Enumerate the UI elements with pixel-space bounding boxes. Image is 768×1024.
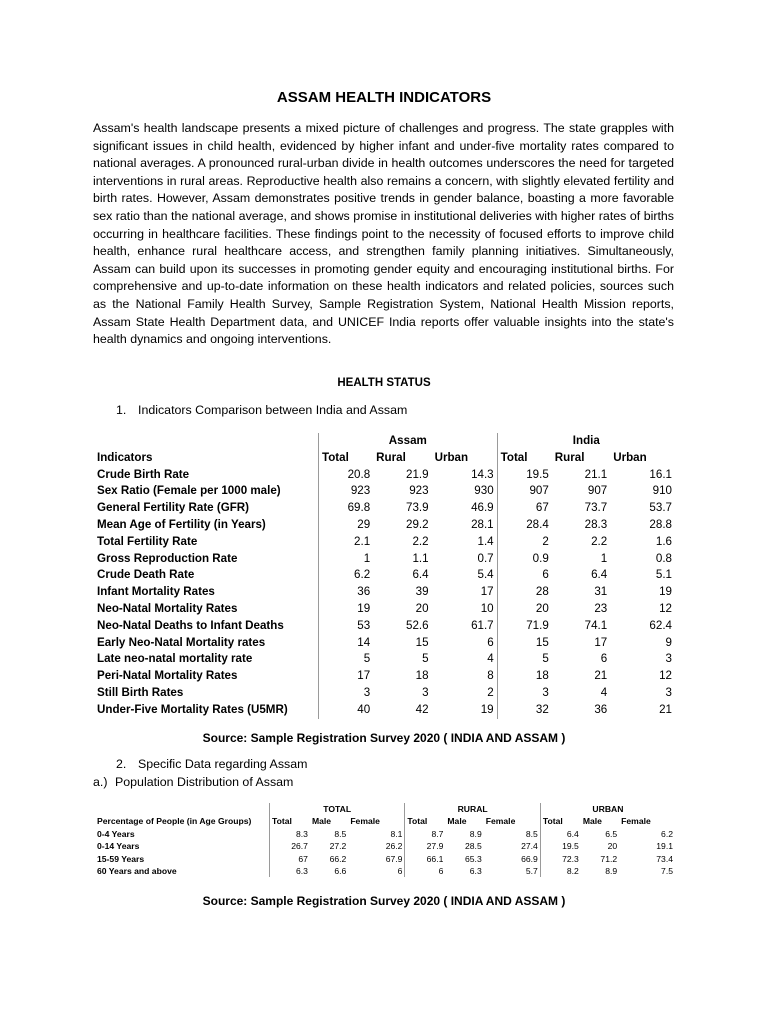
row-label: Neo-Natal Deaths to Infant Deaths: [97, 618, 284, 632]
table-cell: 67.9: [385, 853, 403, 864]
table-cell: 6: [497, 567, 552, 584]
table-cell: 6.2: [319, 567, 374, 584]
column-header: Indicators: [97, 450, 153, 464]
table-header-row: [95, 815, 675, 827]
table-cell: 66.9: [521, 853, 538, 864]
table-row: [94, 551, 675, 568]
column-header: Female: [621, 816, 651, 827]
table-header-row: [94, 450, 675, 467]
table-cell: 6.4: [591, 568, 608, 582]
table-row: [94, 618, 675, 635]
table-cell: 28.8: [649, 517, 672, 531]
table-cell: 29.2: [406, 517, 429, 531]
table-cell: 4: [487, 652, 494, 666]
table-cell: 19.1: [656, 841, 673, 852]
table-cell: 67: [497, 500, 552, 517]
table-cell: 17: [480, 585, 494, 599]
table-cell: 52.6: [406, 618, 429, 632]
row-label: Gross Reproduction Rate: [97, 551, 238, 565]
column-header: Female: [485, 816, 516, 827]
list-number: a.): [93, 775, 108, 789]
row-label: Early Neo-Natal Mortality rates: [97, 635, 266, 649]
table-cell: 19.5: [497, 467, 552, 484]
table-cell: 6.4: [412, 568, 429, 582]
list-number: 1.: [116, 403, 127, 417]
table-cell: 21: [594, 669, 608, 683]
row-label: Peri-Natal Mortality Rates: [97, 669, 238, 683]
table-cell: 15: [497, 635, 552, 652]
table-row: [94, 685, 675, 702]
table-cell: 28: [497, 584, 552, 601]
table-cell: 18: [415, 669, 429, 683]
group-header-india: India: [497, 433, 675, 450]
table-cell: 66.2: [329, 853, 347, 864]
table-cell: 8.5: [334, 828, 347, 839]
table-row: [95, 853, 675, 865]
table-cell: 6.6: [334, 866, 347, 877]
table-row: [94, 517, 675, 534]
table-row: [94, 584, 675, 601]
table-cell: 20.8: [319, 467, 374, 484]
list-item-2: [116, 757, 307, 771]
section-heading: HEALTH STATUS: [337, 377, 431, 389]
table-cell: 28.1: [471, 517, 494, 531]
table-cell: 3: [422, 685, 429, 699]
table-cell: 27.2: [329, 841, 347, 852]
column-header: Total: [270, 815, 310, 827]
table-cell: 69.8: [319, 500, 374, 517]
table-cell: 73.7: [584, 501, 608, 515]
table-cell: 923: [409, 484, 429, 498]
table-cell: 42: [415, 702, 429, 716]
table-cell: 5.4: [477, 568, 494, 582]
table-cell: 8.5: [525, 828, 538, 839]
table-cell: 46.9: [471, 501, 494, 515]
table-cell: 61.7: [471, 618, 494, 632]
column-header: Male: [311, 816, 332, 827]
table-cell: 907: [587, 484, 608, 498]
group-header-total: TOTAL: [270, 803, 405, 815]
table-cell: 14: [319, 635, 374, 652]
table-cell: 21.9: [406, 467, 429, 481]
table-cell: 2.1: [319, 534, 374, 551]
table-cell: 0.9: [497, 551, 552, 568]
column-header: Rural: [554, 450, 585, 464]
table-cell: 19.5: [540, 840, 580, 852]
table-cell: 1.6: [655, 534, 672, 548]
table-cell: 5.1: [655, 568, 672, 582]
table-cell: 19: [480, 702, 494, 716]
table-cell: 8.3: [270, 828, 310, 840]
intro-paragraph: Assam's health landscape presents a mixed picture of challenges and progress. The state grapples with significant issues in child health, evidenced by higher infant and under-five mortality rates compared to national averages. A pronounced rural-urban divide in health outcomes underscores the need for targeted interventions in rural areas. Reproductive health also remains a concern, with slightly elevated fertility and birth rates. However, Assam demonstrates positive trends in gender balance, boasting a more favorable sex ratio than the national average, and shows promise in institutional deliveries with higher rates of births occurring in healthcare facilities. These findings point to the necessity of focused efforts to improve child health, enhance rural healthcare access, and strengthen family planning initiatives. Simultaneously, Assam can build upon its successes in promoting gender equity and encouraging institutional births. For comprehensive and up-to-date information on these health indicators and related policies, sources such as the National Family Health Survey, Sample Registration System, National Health Mission reports, Assam State Health Department data, and UNICEF India reports offer valuable insights into the state's health dynamics and ongoing interventions.: [93, 121, 674, 347]
column-header: Total: [319, 450, 374, 467]
list-item-1: [116, 403, 407, 417]
table-cell: 5: [422, 652, 429, 666]
source-note-2: Source: Sample Registration Survey 2020 ( INDIA AND ASSAM ): [202, 894, 566, 908]
table-cell: 12: [659, 601, 672, 615]
table-row: [94, 534, 675, 551]
table-cell: 20: [607, 841, 618, 852]
table-cell: 20: [415, 601, 429, 615]
table-cell: 1: [600, 551, 608, 565]
table-cell: 15: [415, 635, 429, 649]
table-cell: 910: [652, 484, 672, 498]
column-header: Total: [497, 450, 552, 467]
table-cell: 1.4: [477, 534, 494, 548]
column-header: Urban: [613, 450, 647, 464]
table-cell: 21.1: [584, 467, 608, 481]
row-label: 60 Years and above: [97, 866, 177, 877]
row-label: 0-14 Years: [97, 841, 140, 852]
table-cell: 6.5: [605, 828, 618, 839]
group-header-assam: Assam: [319, 433, 498, 450]
table-cell: 53.7: [649, 501, 672, 515]
list-number: 2.: [116, 757, 127, 771]
table-cell: 12: [659, 669, 672, 683]
row-label: Still Birth Rates: [97, 685, 184, 699]
table-cell: 8.7: [405, 828, 445, 840]
table-cell: 8.1: [390, 828, 403, 839]
source-note-1: Source: Sample Registration Survey 2020 ( INDIA AND ASSAM ): [202, 731, 566, 745]
column-header: Male: [447, 816, 467, 827]
table-row: [94, 668, 675, 685]
table-cell: 6: [487, 635, 494, 649]
table-cell: 8.2: [540, 865, 580, 877]
row-label: Neo-Natal Mortality Rates: [97, 601, 238, 615]
table-cell: 1: [319, 551, 374, 568]
table-cell: 18: [497, 668, 552, 685]
table-cell: 0.7: [477, 551, 494, 565]
table-cell: 3: [665, 652, 672, 666]
table-row: [94, 702, 675, 719]
list-text: Population Distribution of Assam: [115, 775, 294, 789]
table-cell: 5: [319, 651, 374, 668]
table-cell: 27.4: [521, 841, 538, 852]
table-cell: 2: [497, 534, 552, 551]
table-cell: 6.3: [270, 865, 310, 877]
table-group-row: [95, 803, 675, 815]
table-row: [94, 483, 675, 500]
group-header-rural: RURAL: [405, 803, 540, 815]
table-cell: 907: [497, 483, 552, 500]
table-cell: 36: [594, 702, 608, 716]
table-cell: 65.3: [465, 853, 482, 864]
table-cell: 2.2: [412, 534, 429, 548]
table-cell: 23: [594, 601, 608, 615]
table-row: [94, 601, 675, 618]
table-cell: 6: [600, 652, 608, 666]
table-cell: 39: [415, 585, 429, 599]
population-distribution-table: [95, 803, 675, 877]
table-cell: 6.3: [469, 866, 482, 877]
table-row: [94, 635, 675, 652]
row-label: Crude Birth Rate: [97, 467, 190, 481]
table-cell: 2.2: [591, 534, 608, 548]
table-cell: 8.9: [605, 866, 618, 877]
table-cell: 26.7: [270, 840, 310, 852]
table-cell: 73.4: [656, 853, 673, 864]
row-label: Under-Five Mortality Rates (U5MR): [97, 702, 288, 716]
table-cell: 19: [319, 601, 374, 618]
table-cell: 2: [487, 685, 494, 699]
table-cell: 16.1: [649, 467, 672, 481]
table-cell: 3: [319, 685, 374, 702]
row-label: General Fertility Rate (GFR): [97, 501, 250, 515]
table-cell: 930: [474, 484, 494, 498]
table-cell: 40: [319, 702, 374, 719]
table-cell: [94, 433, 319, 450]
table-row: [95, 865, 675, 877]
table-cell: 73.9: [406, 501, 429, 515]
table-cell: 26.2: [385, 841, 403, 852]
table-cell: 9: [665, 635, 672, 649]
table-cell: 71.2: [600, 853, 618, 864]
table-cell: 67: [270, 853, 310, 865]
table-cell: 1.1: [412, 551, 429, 565]
table-cell: 66.1: [405, 853, 445, 865]
row-label: Total Fertility Rate: [97, 534, 198, 548]
row-label: 0-4 Years: [97, 828, 135, 839]
row-label: Infant Mortality Rates: [97, 585, 215, 599]
table-row: [94, 567, 675, 584]
table-cell: 0.8: [655, 551, 672, 565]
table-cell: 36: [319, 584, 374, 601]
column-header: Rural: [376, 450, 406, 464]
table-cell: 19: [659, 585, 672, 599]
health-indicators-table: [94, 433, 675, 719]
table-cell: 923: [319, 483, 374, 500]
table-cell: 32: [497, 702, 552, 719]
table-cell: 4: [600, 685, 608, 699]
table-cell: 28.5: [465, 841, 482, 852]
table-cell: 14.3: [471, 467, 494, 481]
table-row: [95, 828, 675, 840]
table-row: [94, 651, 675, 668]
table-cell: 6.4: [540, 828, 580, 840]
table-cell: 5.7: [525, 866, 538, 877]
row-label: 15-59 Years: [97, 853, 145, 864]
table-cell: 71.9: [497, 618, 552, 635]
group-header-urban: URBAN: [540, 803, 675, 815]
table-cell: 7.5: [661, 866, 673, 877]
table-cell: 17: [594, 635, 608, 649]
table-cell: 6: [397, 866, 403, 877]
table-cell: [95, 803, 270, 815]
column-header: Urban: [434, 450, 469, 464]
row-label: Mean Age of Fertility (in Years): [97, 517, 266, 531]
table-cell: 31: [594, 585, 608, 599]
table-cell: 8: [487, 669, 494, 683]
column-header: Percentage of People (in Age Groups): [97, 816, 252, 827]
table-cell: 62.4: [649, 618, 672, 632]
table-cell: 10: [480, 601, 494, 615]
table-cell: 6.2: [661, 828, 673, 839]
column-header: Total: [405, 815, 445, 827]
list-item-2a: [93, 775, 293, 789]
table-group-row: [94, 433, 675, 450]
column-header: Male: [582, 816, 602, 827]
table-cell: 72.3: [540, 853, 580, 865]
page-title: ASSAM HEALTH INDICATORS: [276, 89, 492, 106]
table-cell: 6: [405, 865, 445, 877]
table-cell: 27.9: [405, 840, 445, 852]
table-cell: 20: [497, 601, 552, 618]
table-cell: 3: [497, 685, 552, 702]
table-cell: 21: [659, 702, 672, 716]
table-row: [95, 840, 675, 852]
table-cell: 74.1: [584, 618, 608, 632]
table-row: [94, 467, 675, 484]
table-cell: 3: [665, 685, 672, 699]
table-row: [94, 500, 675, 517]
row-label: Late neo-natal mortality rate: [97, 652, 253, 666]
table-cell: 5: [497, 651, 552, 668]
table-cell: 53: [319, 618, 374, 635]
column-header: Female: [350, 816, 380, 827]
table-cell: 28.3: [584, 517, 608, 531]
table-cell: 17: [319, 668, 374, 685]
table-cell: 28.4: [497, 517, 552, 534]
table-cell: 29: [319, 517, 374, 534]
row-label: Sex Ratio (Female per 1000 male): [97, 484, 281, 498]
list-text: Indicators Comparison between India and Assam: [138, 403, 408, 417]
column-header: Total: [540, 815, 580, 827]
row-label: Crude Death Rate: [97, 568, 195, 582]
list-text: Specific Data regarding Assam: [138, 757, 308, 771]
table-cell: 8.9: [469, 828, 482, 839]
